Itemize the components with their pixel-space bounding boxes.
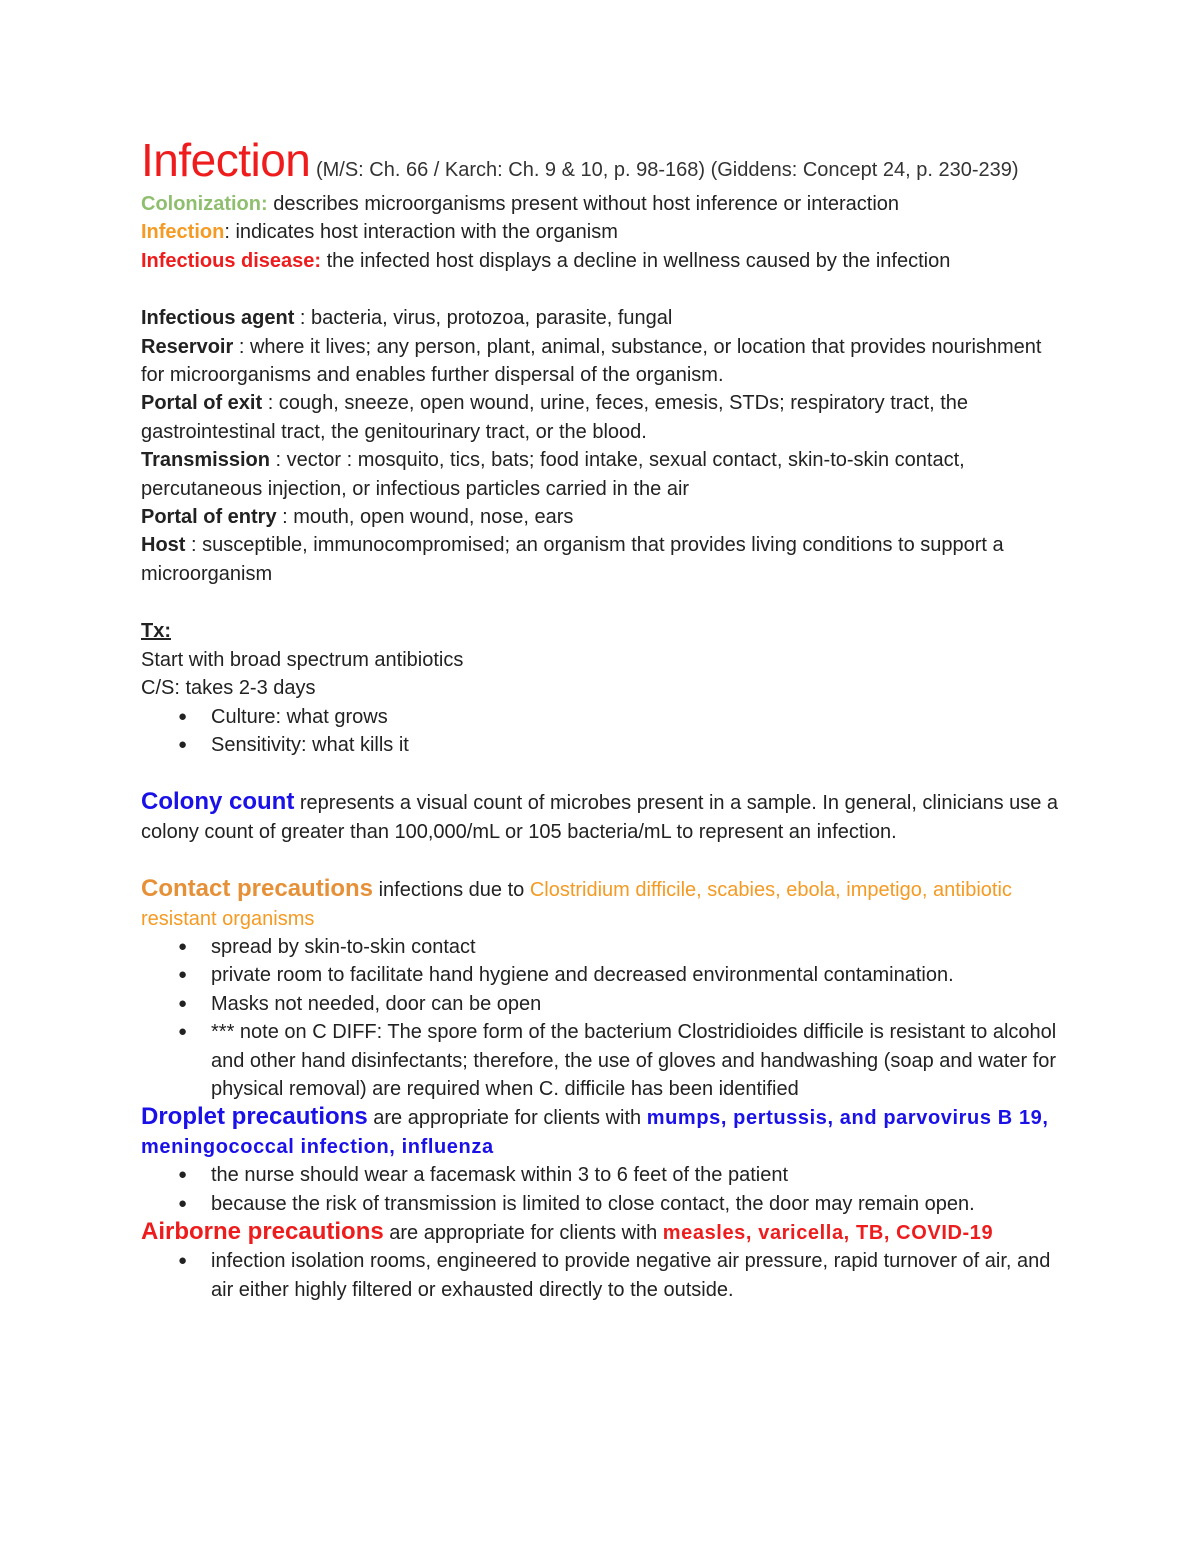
- airborne-intro: are appropriate for clients with: [383, 1222, 663, 1244]
- list-item: [141, 1018, 1066, 1103]
- list-item-text: *** note on C DIFF: The spore form of the bacterium Clostridioides difficile is resistant to alcohol and other hand disinfectants; therefore, the use of gloves and handwashing (soap and water for physical removal) are required when C. difficile has been identified: [211, 1021, 1057, 1100]
- airborne-diseases: measles, varicella, TB, COVID-19: [662, 1222, 994, 1244]
- list-item: [141, 990, 1066, 1018]
- title-reference: (M/S: Ch. 66 / Karch: Ch. 9 & 10, p. 98-168) (Giddens: Concept 24, p. 230-239): [310, 159, 1019, 181]
- bullet-icon: ●: [178, 966, 188, 984]
- list-item: [141, 731, 1066, 759]
- chain-term: Portal of entry: [141, 506, 277, 529]
- list-item: [141, 933, 1066, 961]
- droplet-diseases: mumps, pertussis, and parvovirus B 19, meningococcal infection, influenza: [141, 1107, 1049, 1158]
- droplet-intro: are appropriate for clients with: [367, 1107, 647, 1130]
- chain-item-portal-of-exit: [141, 389, 1066, 446]
- chain-item-reservoir: [141, 333, 1066, 390]
- list-item-text: Sensitivity: what kills it: [211, 733, 409, 756]
- spacer: [141, 846, 1066, 875]
- definition-infectious-disease: [141, 247, 1066, 275]
- spacer: [141, 759, 1066, 788]
- contact-bullet-list: [141, 933, 1066, 1103]
- list-item: [141, 1161, 1066, 1189]
- chain-term: Transmission: [141, 449, 270, 472]
- list-item: [141, 703, 1066, 731]
- chain-text: : cough, sneeze, open wound, urine, feces, emesis, STDs; respiratory tract, the gastrointestinal tract, the genitourinary tract, or the blood.: [141, 392, 969, 443]
- chain-item-portal-of-entry: [141, 503, 1066, 531]
- bullet-icon: ●: [178, 1194, 188, 1212]
- spacer: [141, 275, 1066, 304]
- chain-term: Reservoir: [141, 335, 234, 358]
- bullet-icon: ●: [178, 1252, 188, 1270]
- contact-precautions-paragraph: [141, 875, 1066, 933]
- chain-text: : vector : mosquito, tics, bats; food intake, sexual contact, skin-to-skin contact, percutaneous injection, or infectious particles carried in the air: [141, 449, 965, 500]
- chain-text: : where it lives; any person, plant, animal, substance, or location that provides nourishment for microorganisms and enables further dispersal of the organism.: [141, 335, 1042, 387]
- bullet-icon: ●: [178, 1166, 188, 1184]
- list-item: [141, 961, 1066, 989]
- droplet-precautions-heading: Droplet precautions: [141, 1103, 368, 1131]
- airborne-bullet-list: [141, 1247, 1066, 1304]
- list-item-text: private room to facilitate hand hygiene and decreased environmental contamination.: [211, 964, 954, 987]
- chain-term: Portal of exit: [141, 392, 263, 415]
- chain-item-infectious-agent: [141, 304, 1066, 332]
- chain-term: Host: [141, 534, 186, 557]
- chain-text: : mouth, open wound, nose, ears: [276, 506, 574, 529]
- chain-text: : susceptible, immunocompromised; an organism that provides living conditions to support a microorganism: [141, 534, 1004, 585]
- term-infectious-disease: Infectious disease:: [141, 249, 322, 272]
- tx-line: C/S: takes 2-3 days: [141, 677, 316, 700]
- chain-term: Infectious agent: [141, 307, 295, 330]
- droplet-precautions-paragraph: [141, 1103, 1066, 1161]
- bullet-icon: ●: [178, 937, 188, 955]
- tx-bullet-list: [141, 703, 1066, 760]
- chain-text: : bacteria, virus, protozoa, parasite, fungal: [294, 307, 673, 330]
- chain-item-host: [141, 531, 1066, 588]
- definition-text: : indicates host interaction with the organism: [224, 221, 618, 244]
- bullet-icon: ●: [178, 735, 188, 753]
- definition-text: the infected host displays a decline in wellness caused by the infection: [321, 249, 951, 272]
- droplet-bullet-list: [141, 1161, 1066, 1218]
- list-item-text: because the risk of transmission is limited to close contact, the door may remain open.: [211, 1192, 975, 1215]
- list-item: [141, 1190, 1066, 1218]
- bullet-icon: ●: [178, 1023, 188, 1041]
- page-title: Infection: [141, 134, 311, 186]
- list-item-text: Culture: what grows: [211, 705, 388, 728]
- tx-heading: Tx:: [141, 620, 171, 643]
- list-item: [141, 1247, 1066, 1304]
- tx-line: Start with broad spectrum antibiotics: [141, 648, 464, 671]
- list-item-text: infection isolation rooms, engineered to provide negative air pressure, rapid turnover of air, and air either highly filtered or exhausted directly to the outside.: [211, 1250, 1051, 1301]
- airborne-precautions-paragraph: [141, 1218, 1066, 1247]
- list-item-text: spread by skin-to-skin contact: [211, 935, 476, 958]
- chain-item-transmission: [141, 446, 1066, 503]
- definition-colonization: [141, 190, 1066, 218]
- colony-count-heading: Colony count: [141, 788, 295, 816]
- document-body: [141, 134, 1066, 1304]
- title-block: [141, 134, 1066, 190]
- contact-diseases: Clostridium difficile, scabies, ebola, impetigo, antibiotic resistant organisms: [141, 879, 1012, 930]
- definition-infection: [141, 218, 1066, 246]
- definition-text: describes microorganisms present without host inference or interaction: [267, 193, 900, 215]
- term-colonization: Colonization:: [141, 193, 268, 215]
- list-item-text: the nurse should wear a facemask within 3 to 6 feet of the patient: [211, 1164, 789, 1187]
- list-item-text: Masks not needed, door can be open: [211, 992, 542, 1015]
- airborne-precautions-heading: Airborne precautions: [141, 1218, 384, 1245]
- bullet-icon: ●: [178, 994, 188, 1012]
- spacer: [141, 588, 1066, 617]
- term-infection: Infection: [141, 221, 225, 244]
- colony-count-text: represents a visual count of microbes present in a sample. In general, clinicians use a colony count of greater than 100,000/mL or 105 bacteria/mL to represent an infection.: [141, 792, 1059, 843]
- colony-count-paragraph: [141, 788, 1066, 846]
- bullet-icon: ●: [178, 707, 188, 725]
- contact-precautions-heading: Contact precautions: [141, 875, 374, 903]
- contact-intro: infections due to: [373, 879, 530, 902]
